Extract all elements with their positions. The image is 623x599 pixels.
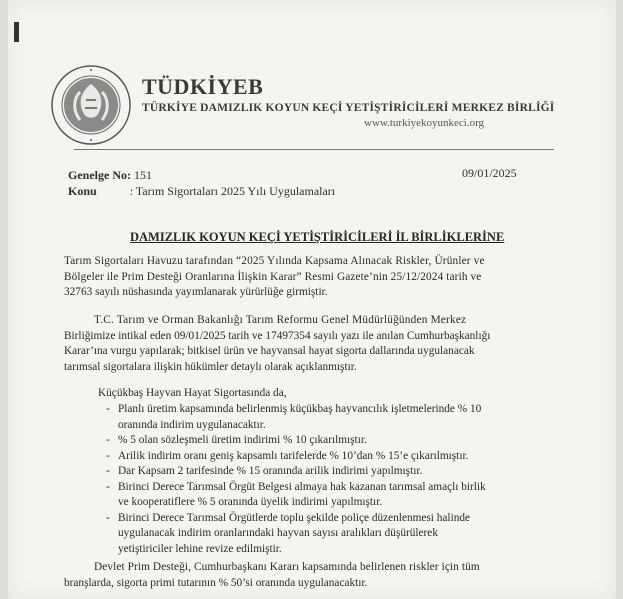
paragraph-2 — [64, 313, 490, 375]
paragraph-3-line: branşlarda, sigorta primi tutarının % 50’si oranında uygulanacaktır. — [64, 576, 368, 589]
paragraph-1 — [64, 254, 485, 301]
subject-row — [68, 184, 335, 199]
circular-number-label: Genelge No: — [68, 168, 131, 182]
list-item-line: - Birinci Derece Tarımsal Örgüt Belgesi almaya hak kazanan tarımsal amaçlı birlik — [118, 480, 486, 493]
union-seal-logo — [50, 64, 132, 146]
list-intro: Küçükbaş Hayvan Hayat Sigortasında da, — [98, 387, 287, 399]
subject-text: : Tarım Sigortaları 2025 Yılı Uygulamaları — [129, 184, 336, 198]
org-website-link[interactable]: www.turkiyekoyunkeci.org — [364, 117, 485, 129]
paragraph-1-line: 32763 sayılı nüshasında yayımlanarak yürürlüğe girmiştir. — [64, 286, 328, 298]
list-item-line: oranında indirim uygulanacaktır. — [118, 418, 266, 431]
paragraph-3 — [64, 560, 480, 591]
list-item-line: - Birinci Derece Tarımsal Örgütlerde toplu şekilde poliçe düzenlenmesi halinde — [118, 511, 471, 524]
list-item-line: - Planlı üretim kapsamında belirlenmiş küçükbaş hayvancılık işletmelerinde % 10 — [118, 403, 482, 415]
paragraph-2-line: T.C. Tarım ve Orman Bakanlığı Tarım Reformu Genel Müdürlüğünden Merkez — [94, 314, 467, 326]
circular-number-row — [68, 168, 152, 183]
document-date: 09/01/2025 — [462, 166, 517, 180]
subject-label: Konu — [68, 184, 97, 198]
paragraph-1-line: Tarım Sigortaları Havuzu tarafından “2025 Yılında Kapsama Alınacak Riskler, Ürünler ve — [64, 255, 485, 267]
list-item-line: ve kooperatiflere % 5 oranında üyelik indirimi yapılmıştır. — [118, 496, 383, 508]
org-short-name: TÜDKİYEB — [142, 74, 264, 99]
list-item — [118, 449, 486, 465]
list-item-line: yetiştiriciler lehine revize edilmiştir. — [118, 542, 282, 555]
list-item — [118, 464, 486, 480]
circular-number: 151 — [133, 168, 152, 182]
list-item — [118, 402, 486, 433]
org-full-name: TÜRKİYE DAMIZLIK KOYUN KEÇİ YETİŞTİRİCİLERİ MERKEZ BİRLİĞİ — [142, 102, 555, 114]
paragraph-3-line: Devlet Prim Desteği, Cumhurbaşkanı Kararı kapsamında belirlenen riskler için tüm — [94, 561, 480, 573]
list-item-line: - Arilik indirim oranı geniş kapsamlı tarifelerde % 10’dan % 15’e çıkarılmıştır. — [118, 449, 469, 462]
list-item — [118, 480, 486, 511]
punch-mark — [14, 22, 19, 42]
list-item-line: - Dar Kapsam 2 tarifesinde % 15 oranında arilik indirimi yapılmıştır. — [118, 465, 423, 477]
addressee-heading: DAMIZLIK KOYUN KEÇİ YETİŞTİRİCİLERİ İL BİRLİKLERİNE — [130, 230, 505, 244]
list-item-line: - % 5 olan sözleşmeli üretim indirimi % 10 çıkarılmıştır. — [118, 434, 367, 446]
bullet-list — [118, 402, 486, 557]
list-item — [118, 433, 486, 449]
paragraph-2-line: Birliğimize intikal eden 09/01/2025 tarih ve 17497354 sayılı yazı ile anılan Cumhurbaşkanlığı — [64, 329, 491, 342]
document-page — [8, 0, 616, 599]
paragraph-2-line: tarımsal sigortalara ilişkin hükümler detaylı olarak açıklanmıştır. — [64, 360, 357, 373]
list-item-line: uygulanacak indirim oranlarındaki hayvan sayısı aralıkları düşürülerek — [118, 527, 438, 539]
paragraph-1-line: Bölgeler ile Prim Desteği Oranlarına İlişkin Karar” Resmi Gazete’nin 25/12/2024 tarih ve — [64, 270, 482, 283]
header-divider — [74, 149, 554, 150]
list-item — [118, 511, 486, 558]
paragraph-2-line: Karar’ına vurgu yapılarak; bitkisel ürün ve hayvansal hayat sigorta dallarında uygulanacak — [64, 345, 475, 357]
